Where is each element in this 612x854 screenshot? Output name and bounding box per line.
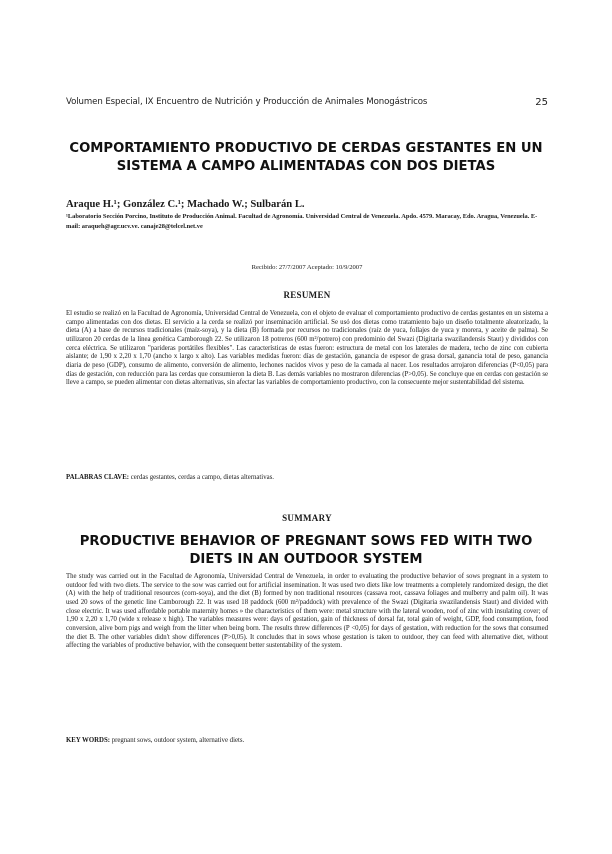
article-title-english: PRODUCTIVE BEHAVIOR OF PREGNANT SOWS FED WITH TWO DIETS IN AN OUTDOOR SYSTEM [79,534,533,567]
key-words [66,736,548,745]
resumen-heading: RESUMEN [283,290,331,300]
palabras-clave-label: PALABRAS CLAVE: [66,474,130,481]
authors: Araque H.¹; González C.¹; Machado W.; Sulbarán L. [66,199,305,210]
journal-issue-title: Volumen Especial, IX Encuentro de Nutrición y Producción de Animales Monogástricos [66,97,428,107]
resumen-abstract: El estudio se realizó en la Facultad de Agronomía, Universidad Central de Venezuela, con el objeto de evaluar el comportamiento productivo de cerdas gestantes en un sistema a campo alimentadas con dos dietas. El servicio a la cerda se realizó por inseminación artificial. Se usó dos dietas como tratamiento bajo un diseño totalmente aleatorizado, la dieta (A) a base de recursos tradicionales (maíz-soya), y la dieta (B) formada por recursos no tradicionales (raíz de yuca, follajes de yuca y morera, y aceite de palma). Se utilizaron 20 cerdas de la línea genética Camborough 22. Se utilizaron 18 potreros (600 m²/potrero) con predominio del Swazi (Digitaria swazilandensis Staut) y divididos con cerca eléctrica. Se utilizaron "parideras portátiles flexibles". Las características de estas fueron: estructura de metal con los laterales de madera, techo de zinc con cubierta aislante; de 1,90 x 2,20 x 1,70 (ancho x largo x alto). Las variables medidas fueron: días de gestación, ganancia de espesor de grasa dorsal, ganancia total de peso, ganancia diaria de peso (GDP), consumo de alimento, conversión de alimento, lechones nacidos vivos y peso de la camada al nacer. Los resultados arrojaron diferencias (P<0,05) para días de gestación, con reducción para las cerdas que consumieron la dieta B. Las demás variables no mostraron diferencias (P>0,05). Se concluye que en cerdas con gestación se lleve a campo, se pueden alimentar con dietas alternativas, sin afectar las variables de comportamiento productivo, con la consecuente mejor sustentabilidad del sistema. [66,310,548,387]
running-header [66,97,548,111]
palabras-clave-list: cerdas gestantes, cerdas a campo, dietas alternativas. [129,474,274,481]
summary-heading: SUMMARY [282,513,332,523]
received-accepted-dates: Recibido: 27/7/2007 Aceptado: 10/9/2007 [251,264,363,271]
author-affiliation: ¹Laboratorio Sección Porcino, Instituto de Producción Animal. Facultad de Agronomía. Universidad Central de Venezuela. Apdo. 4579. Maracay, Edo. Aragua, Venezuela. E-mail: araqueh@agr.ucv.ve. canaje28@telcel.net.ve [66,213,538,230]
article-title-spanish: COMPORTAMIENTO PRODUCTIVO DE CERDAS GESTANTES EN UN SISTEMA A CAMPO ALIMENTADAS CON DOS DIETAS [69,141,543,174]
palabras-clave [66,473,548,482]
key-words-label: KEY WORDS: [66,737,110,744]
key-words-list: pregnant sows, outdoor system, alternative diets. [110,737,245,744]
page-number: 25 [535,97,548,108]
summary-abstract: The study was carried out in the Facultad de Agronomía, Universidad Central de Venezuela, in order to evaluating the productive behavior of sows pregnant in a system to outdoor fed with two diets. The service to the sow was carried out for artificial insemination. It was used two diets like low treatments a completely randomized design, the diet (A) with the help of traditional resources (corn-soya), and the diet (B) formed by non traditional resources (cassava root, cassava foliages and mulberry and palm oil). It was used 20 sows of the genetic line Camborough 22. It was used 18 paddock (600 m²/paddock) with prevalence of the Swazi (Digitaria swazilandensis Staut) and divided with close electric. It was used affordable portable maternity homes » the characteristics of them were: metal structure with the lateral wooden, roof of zinc with insulating cover; of 1,90 x 2,20 x 1,70 (wide x release x high). The variables measures were: days of gestation, gain of thickness of dorsal fat, total gain of weight, GDP, food consumption, food conversion, alive born pigs and weigh from the litter when being born. The results threw differences (P <0,05) for days of gestation, with reduction for the sows that consumed the diet B. The other variables didn't show differences (P>0,05). It concludes that in sows whose gestation is taken to outdoor, they can feed with alternative diet, without affecting the variables of productive behavior, with the consequent better sustentability of the system. [66,573,548,650]
